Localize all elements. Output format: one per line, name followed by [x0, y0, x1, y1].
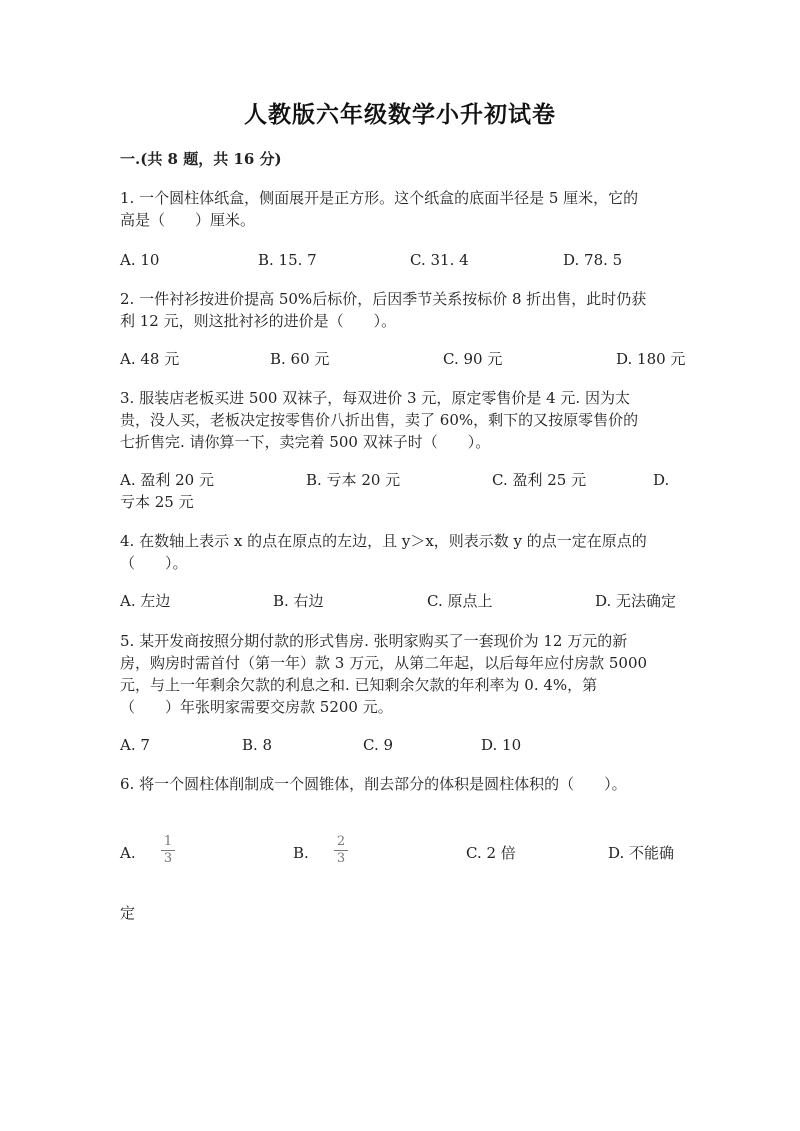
- fraction-numerator: 2: [334, 835, 348, 851]
- section-heading: 一.(共 8 题，共 16 分): [120, 150, 282, 168]
- question-4-text: 4. 在数轴上表示 x 的点在原点的左边，且 y＞x，则表示数 y 的点一定在原点的: [120, 532, 647, 550]
- q4-option-c: C. 原点上: [427, 592, 493, 610]
- q1-option-b: B. 15. 7: [258, 251, 317, 269]
- question-3-text-cont2: 七折售完. 请你算一下，卖完着 500 双袜子时（ ）。: [120, 433, 491, 451]
- q6-option-d-text: 定: [120, 904, 136, 922]
- q4-option-b: B. 右边: [273, 592, 324, 610]
- q3-option-a: A. 盈利 20 元: [120, 471, 214, 489]
- q4-option-a: A. 左边: [120, 592, 171, 610]
- fraction-numerator: 1: [161, 835, 175, 851]
- q2-option-c: C. 90 元: [443, 350, 503, 368]
- q6-option-c: C. 2 倍: [466, 844, 516, 862]
- q4-option-d: D. 无法确定: [595, 592, 677, 610]
- q3-option-c: C. 盈利 25 元: [492, 471, 587, 489]
- q5-option-b: B. 8: [242, 736, 273, 754]
- q3-option-b: B. 亏本 20 元: [306, 471, 401, 489]
- q5-option-d: D. 10: [481, 736, 522, 754]
- q6-option-d: D. 不能确: [608, 844, 675, 862]
- question-2-text-cont: 利 12 元，则这批衬衫的进价是（ ）。: [120, 312, 397, 330]
- q1-option-c: C. 31. 4: [410, 251, 469, 269]
- q2-option-b: B. 60 元: [270, 350, 330, 368]
- q3-option-d: D.: [653, 471, 670, 489]
- question-1-text: 1. 一个圆柱体纸盒，侧面展开是正方形。这个纸盒的底面半径是 5 厘米，它的: [120, 189, 639, 207]
- fraction-denominator: 3: [336, 851, 346, 866]
- q1-option-d: D. 78. 5: [563, 251, 623, 269]
- question-6-text: 6. 将一个圆柱体削制成一个圆锥体，削去部分的体积是圆柱体积的（ ）。: [120, 775, 627, 793]
- question-2-text: 2. 一件衬衫按进价提高 50%后标价，后因季节关系按标价 8 折出售，此时仍获: [120, 290, 647, 308]
- q5-option-c: C. 9: [363, 736, 394, 754]
- q5-option-a: A. 7: [120, 736, 150, 754]
- question-5-text-cont2: 元，与上一年剩余欠款的利息之和. 已知剩余欠款的年利率为 0. 4%，第: [120, 676, 598, 694]
- question-5-text: 5. 某开发商按照分期付款的形式售房. 张明家购买了一套现价为 12 万元的新: [120, 632, 628, 650]
- question-5-text-cont3: （ ）年张明家需要交房款 5200 元。: [120, 698, 393, 716]
- page-title: 人教版六年级数学小升初试卷: [244, 101, 556, 128]
- q2-option-a: A. 48 元: [120, 350, 180, 368]
- question-1-text-cont: 高是（ ）厘米。: [120, 211, 256, 229]
- q6-option-a: A.: [120, 844, 136, 862]
- question-5-text-cont: 房，购房时需首付（第一年）款 3 万元，从第二年起，以后每年应付房款 5000: [120, 654, 648, 672]
- question-3-text-cont: 贵，没人买，老板决定按零售价八折出售，卖了 60%，剩下的又按原零售价的: [120, 411, 639, 429]
- q3-option-d-text: 亏本 25 元: [120, 493, 194, 511]
- q6-option-a-fraction: [161, 835, 175, 866]
- question-3-text: 3. 服装店老板买进 500 双袜子，每双进价 3 元，原定零售价是 4 元. 因为太: [120, 389, 630, 407]
- q1-option-a: A. 10: [120, 251, 160, 269]
- q6-option-b: B.: [293, 844, 309, 862]
- q6-option-b-fraction: [334, 835, 348, 866]
- q2-option-d: D. 180 元: [616, 350, 686, 368]
- question-4-text-cont: （ ）。: [120, 554, 188, 572]
- fraction-denominator: 3: [163, 851, 173, 866]
